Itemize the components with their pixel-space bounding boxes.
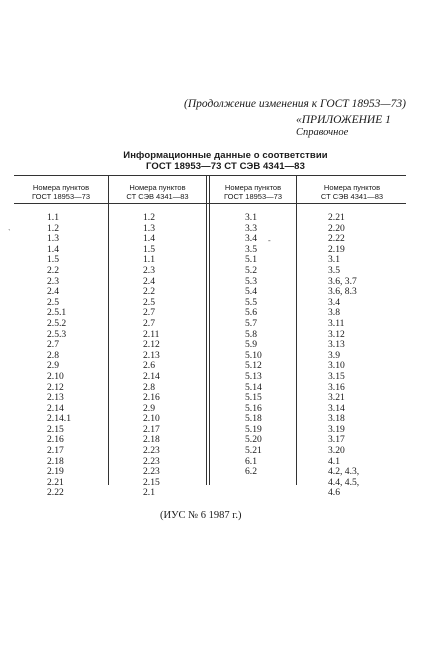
table-cell: 2.23 — [143, 445, 160, 457]
table-cell: 1.1 — [47, 212, 59, 223]
table-cell: 2.21 — [47, 476, 64, 488]
column-header-4-line2: СТ СЭВ 4341—83 — [320, 192, 384, 201]
table-cell: 2.22 — [47, 487, 64, 499]
column-header-4-line1: Номера пунктов — [323, 183, 381, 192]
table-cell: 5.12 — [245, 360, 262, 372]
footer-note: (ИУС № 6 1987 г.) — [160, 510, 242, 521]
column-header-3-line2: ГОСТ 18953—73 — [223, 192, 282, 201]
table-cell: 2.16 — [143, 392, 160, 404]
table-cell: 2.14 — [47, 402, 64, 414]
column-header-2-line1: Номера пунктов — [129, 183, 186, 192]
table-cell: 1.5 — [143, 243, 155, 255]
table-cell: 6.1 — [245, 455, 257, 467]
table-cell: 2.21 — [328, 212, 345, 223]
table-cell: 2.23 — [143, 466, 160, 478]
table-cell: 3.3 — [245, 222, 257, 234]
table-cell: 5.7 — [245, 317, 257, 329]
table-cell: 3.10 — [328, 360, 345, 372]
table-cell: 1.4 — [47, 243, 59, 255]
scan-speck: ˋ — [8, 228, 11, 237]
table-title-line2: ГОСТ 18953—73 СТ СЭВ 4341—83 — [146, 161, 305, 172]
column-header-3 — [210, 183, 296, 201]
table-cell: 5.18 — [245, 413, 262, 425]
table-cell: 5.6 — [245, 307, 257, 319]
table-cell: 3.19 — [328, 423, 345, 435]
column-divider-2a — [206, 175, 207, 485]
table-cell: 1.2 — [143, 212, 155, 223]
table-cell: 2.3 — [143, 264, 155, 276]
table-cell: 4.1 — [328, 455, 340, 467]
column-header-4 — [297, 183, 407, 201]
table-cell: 4.2, 4.3, — [328, 466, 360, 478]
table-cell: 3.12 — [328, 328, 345, 340]
table-cell: 5.20 — [245, 434, 262, 446]
column-4-values — [328, 213, 359, 499]
table-cell: 3.11 — [328, 317, 345, 329]
table-cell: 1.1 — [143, 254, 155, 266]
column-divider-2b — [209, 175, 210, 485]
table-cell: 2.11 — [143, 328, 160, 340]
table-cell: 2.9 — [47, 360, 59, 372]
table-cell: 3.9 — [328, 349, 340, 361]
table-cell: 5.15 — [245, 392, 262, 404]
table-cell: 3.4 — [328, 296, 340, 308]
table-cell: 2.5.3 — [47, 328, 67, 340]
table-title-line1: Информационные данные о соответствии — [123, 150, 328, 161]
table-cell: 5.14 — [245, 381, 262, 393]
table-cell: 3.5 — [328, 264, 340, 276]
table-cell: 2.10 — [47, 370, 64, 382]
table-cell: 2.19 — [328, 243, 345, 255]
table-cell: 5.10 — [245, 349, 262, 361]
table-cell: 1.5 — [47, 254, 59, 266]
column-2-values — [143, 213, 160, 499]
table-cell: 5.9 — [245, 339, 257, 351]
table-cell: 2.22 — [328, 233, 345, 245]
table-cell: 3.1 — [245, 212, 257, 223]
column-header-2-line2: СТ СЭВ 4341—83 — [126, 192, 189, 201]
table-cell: 5.2 — [245, 264, 257, 276]
table-cell: 1.3 — [47, 233, 59, 245]
table-cell: 2.7 — [143, 307, 155, 319]
table-cell: 2.18 — [143, 434, 160, 446]
table-cell: 2.4 — [143, 275, 155, 287]
column-header-2 — [109, 183, 206, 201]
table-cell: 3.14 — [328, 402, 345, 414]
table-header-rule — [14, 203, 406, 204]
table-cell: 2.13 — [143, 349, 160, 361]
column-header-1-line1: Номера пунктов — [32, 183, 90, 192]
table-cell: 5.16 — [245, 402, 262, 414]
column-3-values — [245, 213, 262, 478]
table-top-rule — [14, 175, 406, 176]
table-cell: 5.19 — [245, 423, 262, 435]
table-cell: 2.18 — [47, 455, 64, 467]
table-cell: 2.6 — [143, 360, 155, 372]
table-cell: 6.2 — [245, 466, 257, 478]
table-cell: 2.20 — [328, 222, 345, 234]
table-cell: 2.23 — [143, 455, 160, 467]
table-cell: 5.3 — [245, 275, 257, 287]
table-cell: 1.2 — [47, 222, 59, 234]
table-cell: 5.8 — [245, 328, 257, 340]
column-header-1-line2: ГОСТ 18953—73 — [31, 192, 90, 201]
table-cell: 2.19 — [47, 466, 64, 478]
table-cell: 2.5.1 — [47, 307, 67, 319]
table-cell: 3.18 — [328, 413, 345, 425]
table-cell: 2.12 — [143, 339, 160, 351]
column-header-1 — [14, 183, 108, 201]
column-header-3-line1: Номера пунктов — [224, 183, 282, 192]
table-cell: 5.13 — [245, 370, 262, 382]
continuation-note: (Продолжение изменения к ГОСТ 18953—73) — [184, 98, 406, 110]
table-cell: 5.4 — [245, 286, 257, 298]
table-cell: 2.17 — [143, 423, 160, 435]
table-cell: 3.4 — [245, 233, 257, 245]
table-cell: 2.7 — [47, 339, 59, 351]
table-cell: 2.12 — [47, 381, 64, 393]
table-cell: 2.13 — [47, 392, 64, 404]
table-cell: 3.8 — [328, 307, 340, 319]
table-cell: 2.4 — [47, 286, 59, 298]
appendix-title: «ПРИЛОЖЕНИЕ 1 — [296, 114, 391, 126]
table-cell: 2.5.2 — [47, 317, 67, 329]
column-divider-3 — [296, 175, 297, 485]
table-cell: 2.1 — [143, 487, 155, 499]
table-cell: 2.8 — [47, 349, 59, 361]
table-cell: 2.5 — [143, 296, 155, 308]
table-cell: 2.17 — [47, 445, 64, 457]
table-cell: 3.21 — [328, 392, 345, 404]
table-cell: 3.15 — [328, 370, 345, 382]
table-cell: 2.5 — [47, 296, 59, 308]
table-cell: 2.2 — [47, 264, 59, 276]
table-cell: 3.6, 8.3 — [328, 286, 357, 298]
table-cell: 2.7 — [143, 317, 155, 329]
table-cell: 3.1 — [328, 254, 340, 266]
table-cell: 3.5 — [245, 243, 257, 255]
table-cell: 3.17 — [328, 434, 345, 446]
table-cell: 4.4, 4.5, — [328, 476, 360, 488]
table-cell: 3.16 — [328, 381, 345, 393]
table-cell: 3.6, 3.7 — [328, 275, 357, 287]
table-cell: 3.13 — [328, 339, 345, 351]
table-cell: 2.14.1 — [47, 413, 71, 425]
table-cell: 5.21 — [245, 445, 262, 457]
table-cell: 1.4 — [143, 233, 155, 245]
table-cell: 2.10 — [143, 413, 160, 425]
table-cell: 4.6 — [328, 487, 340, 499]
table-cell: 2.14 — [143, 370, 160, 382]
scan-speck: - — [268, 236, 271, 245]
table-cell: 2.15 — [143, 476, 160, 488]
table-cell: 2.8 — [143, 381, 155, 393]
table-cell: 3.20 — [328, 445, 345, 457]
table-cell: 2.2 — [143, 286, 155, 298]
table-cell: 2.9 — [143, 402, 155, 414]
reference-label: Справочное — [296, 127, 349, 138]
table-cell: 2.16 — [47, 434, 64, 446]
table-cell: 5.1 — [245, 254, 257, 266]
column-1-values — [47, 213, 71, 499]
table-cell: 2.3 — [47, 275, 59, 287]
table-cell: 1.3 — [143, 222, 155, 234]
column-divider-1 — [108, 175, 109, 485]
table-cell: 5.5 — [245, 296, 257, 308]
table-cell: 2.15 — [47, 423, 64, 435]
